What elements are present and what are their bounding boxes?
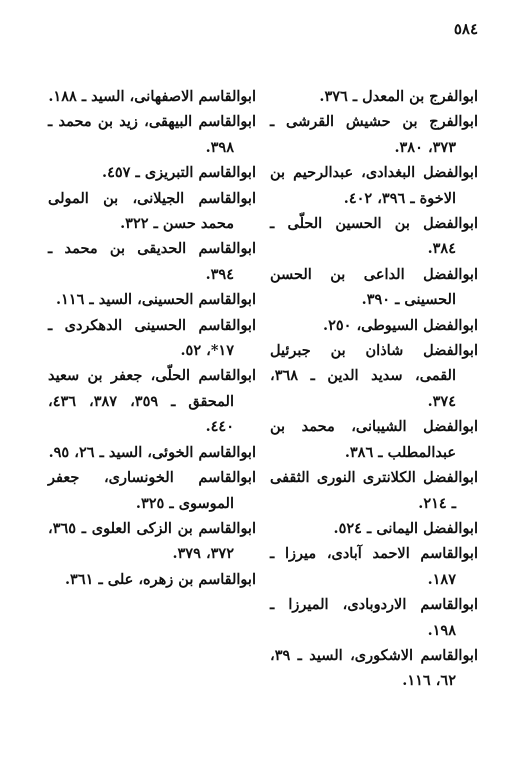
index-entry: ابوالفضل الداعى بن الحسن الحسينى ـ ٣٩٠. xyxy=(270,265,478,309)
index-entry: ابوالفضل البغدادى، عبدالرحيم بن الاخوة ـ ٣٩٦، ٤٠٢. xyxy=(270,164,478,207)
index-entry: ابوالفضل اليمانى ـ ٥٢٤. xyxy=(333,519,478,537)
index-entry: ابوالفضل السيوطى، ٢٥٠. xyxy=(323,316,478,334)
index-entry: ابوالقاسم الاردوبادى، الميرزا ـ ١٩٨. xyxy=(270,596,478,639)
index-entry: ابوالقاسم الحلّى، جعفر بن سعيد المحقق ـ ٣٥٩، ٣٨٧، ٤٣٦، ٤٤٠. xyxy=(48,367,256,436)
index-entry: ابوالقاسم الحسينى، السيد ـ ١١٦. xyxy=(55,291,256,309)
index-column-right xyxy=(270,84,478,694)
index-entry: ابوالقاسم الاحمد آبادى، ميرزا ـ ١٨٧. xyxy=(270,545,478,588)
index-entry: ابوالفرج بن حشيش القرشى ـ ٣٧٣، ٣٨٠. xyxy=(270,113,478,156)
index-entry: ابوالقاسم بن الزكى العلوى ـ ٣٦٥، ٣٧٢، ٣٧٩. xyxy=(48,519,256,563)
index-entry: ابوالقاسم الجيلانى، بن المولى محمد حسن ـ ٣٢٢. xyxy=(48,189,256,233)
index-entry: ابوالقاسم الاصفهانى، السيد ـ ١٨٨. xyxy=(48,88,256,105)
index-entry: ابوالفرج بن المعدل ـ ٣٧٦. xyxy=(319,88,478,105)
index-entry: ابوالقاسم الحديقى بن محمد ـ ٣٩٤. xyxy=(48,240,256,283)
index-entry: ابوالقاسم البيهقى، زيد بن محمد ـ ٣٩٨. xyxy=(48,113,256,156)
page-number: ٥٨٤ xyxy=(453,20,478,38)
index-entry: ابوالفضل الشيبانى، محمد بن عبدالمطلب ـ ٣٨٦. xyxy=(270,418,478,461)
index-entry: ابوالفضل شاذان بن جبرئيل القمى، سديد الدين ـ ٣٦٨، ٣٧٤. xyxy=(270,342,478,410)
index-entry: ابوالقاسم الخوئى، السيد ـ ٢٦، ٩٥. xyxy=(48,443,256,461)
index-entry: ابوالقاسم الاشكورى، السيد ـ ٣٩، ٦٢، ١١٦. xyxy=(270,646,478,690)
index-entry: ابوالفضل بن الحسين الحلّى ـ ٣٨٤. xyxy=(270,215,478,258)
index-column-left xyxy=(48,84,256,592)
index-entry: ابوالقاسم الخونسارى، جعفر الموسوى ـ ٣٢٥. xyxy=(48,469,256,512)
index-entry: ابوالقاسم الحسينى الدهكردى ـ ١٧*، ٥٢. xyxy=(48,316,256,360)
index-entry: ابوالفضل الكلانترى النورى الثقفى ـ ٢١٤. xyxy=(270,469,478,512)
index-entry: ابوالقاسم بن زهره، على ـ ٣٦١. xyxy=(64,570,256,588)
index-entry: ابوالقاسم التبريزى ـ ٤٥٧. xyxy=(102,164,256,182)
